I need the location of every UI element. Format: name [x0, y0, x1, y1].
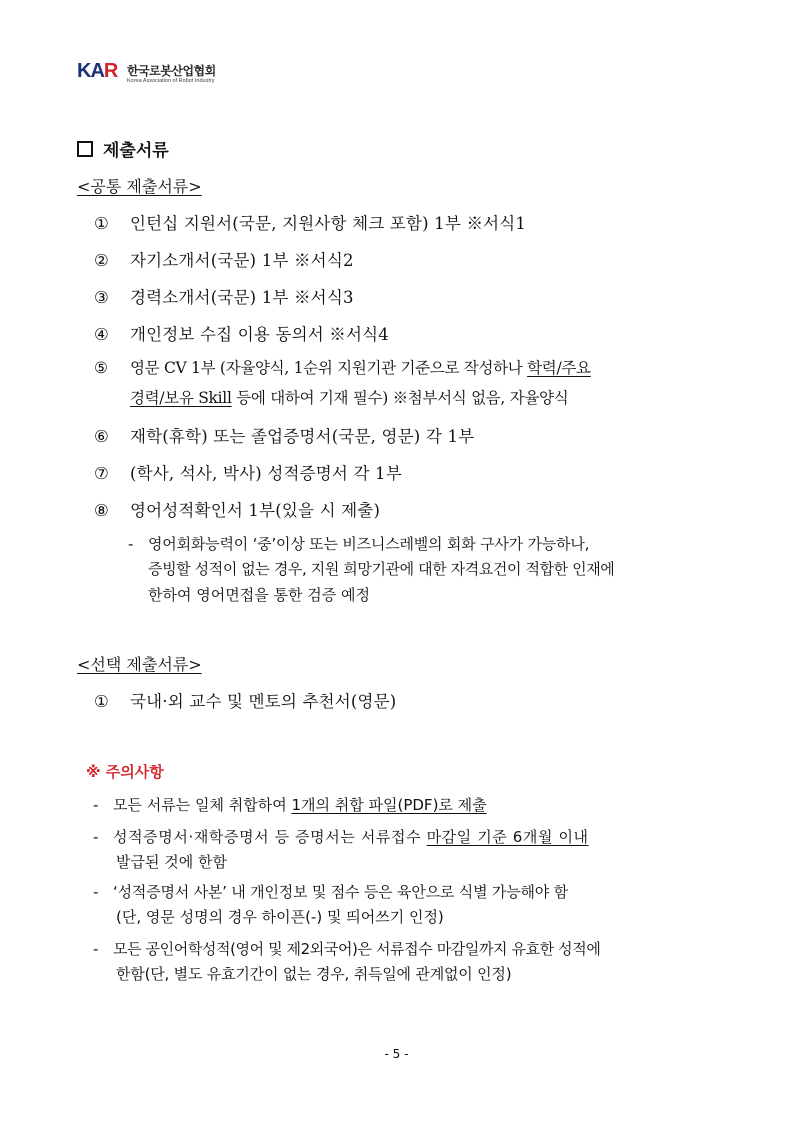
logo-korean-name: 한국로봇산업협회 [127, 64, 216, 78]
logo-mark: KAR [77, 60, 118, 82]
caution-bullet-1: - 모든 서류는 일체 취합하여 1개의 취합 파일(PDF)로 제출 [93, 796, 487, 814]
checkbox-square-icon [77, 141, 93, 157]
common-item-8: ⑧ 영어성적확인서 1부(있을 시 제출) [94, 501, 381, 520]
logo-english-name: Korea Association of Robot Industry [127, 78, 215, 84]
caution-bullet-2-cont: 발급된 것에 한함 [116, 853, 227, 871]
caution-title: ※ 주의사항 [86, 763, 164, 781]
section-heading: 제출서류 [77, 136, 169, 161]
caution-bullet-3-cont: (단, 영문 성명의 경우 하이픈(-) 및 띄어쓰기 인정) [116, 908, 444, 926]
caution-bullet-4-cont: 한함(단, 별도 유효기간이 없는 경우, 취득일에 관계없이 인정) [116, 965, 512, 983]
english-note-line-2: 증빙할 성적이 없는 경우, 지원 희망기관에 대한 자격요건이 적합한 인재에 [148, 560, 615, 578]
common-item-2: ② 자기소개서(국문) 1부 ※서식2 [94, 251, 354, 270]
caution-bullet-4: - 모든 공인어학성적(영어 및 제2외국어)은 서류접수 마감일까지 유효한 성적에 [93, 940, 601, 958]
common-item-3: ③ 경력소개서(국문) 1부 ※서식3 [94, 288, 354, 307]
common-item-7: ⑦ (학사, 석사, 박사) 성적증명서 각 1부 [94, 464, 402, 483]
common-item-5-cont: 경력/보유 Skill 등에 대하여 기재 필수) ※첨부서식 없음, 자율양식 [130, 389, 569, 407]
common-item-1: ① 인턴십 지원서(국문, 지원사항 체크 포함) 1부 ※서식1 [94, 214, 527, 233]
caution-bullet-2: - 성적증명서·재학증명서 등 증명서는 서류접수 마감일 기준 6개월 이내 [93, 828, 589, 846]
common-item-4: ④ 개인정보 수집 이용 동의서 ※서식4 [94, 325, 389, 344]
common-docs-label: <공통 제출서류> [77, 177, 202, 196]
english-note-line-3: 한하여 영어면접을 통한 검증 예정 [148, 586, 370, 604]
common-item-6: ⑥ 재학(휴학) 또는 졸업증명서(국문, 영문) 각 1부 [94, 427, 475, 446]
optional-docs-label: <선택 제출서류> [77, 655, 202, 674]
page-number: - 5 - [384, 1047, 409, 1061]
common-item-5: ⑤ 영문 CV 1부 (자율양식, 1순위 지원기관 기준으로 작성하나 학력/주요 [94, 359, 591, 377]
english-note-line-1: - 영어회화능력이 ‘중’이상 또는 비즈니스레벨의 회화 구사가 가능하나, [128, 535, 590, 553]
caution-bullet-3: - ‘성적증명서 사본’ 내 개인정보 및 점수 등은 육안으로 식별 가능해야 함 [93, 883, 568, 901]
optional-item-1: ① 국내·외 교수 및 멘토의 추천서(영문) [94, 692, 397, 711]
